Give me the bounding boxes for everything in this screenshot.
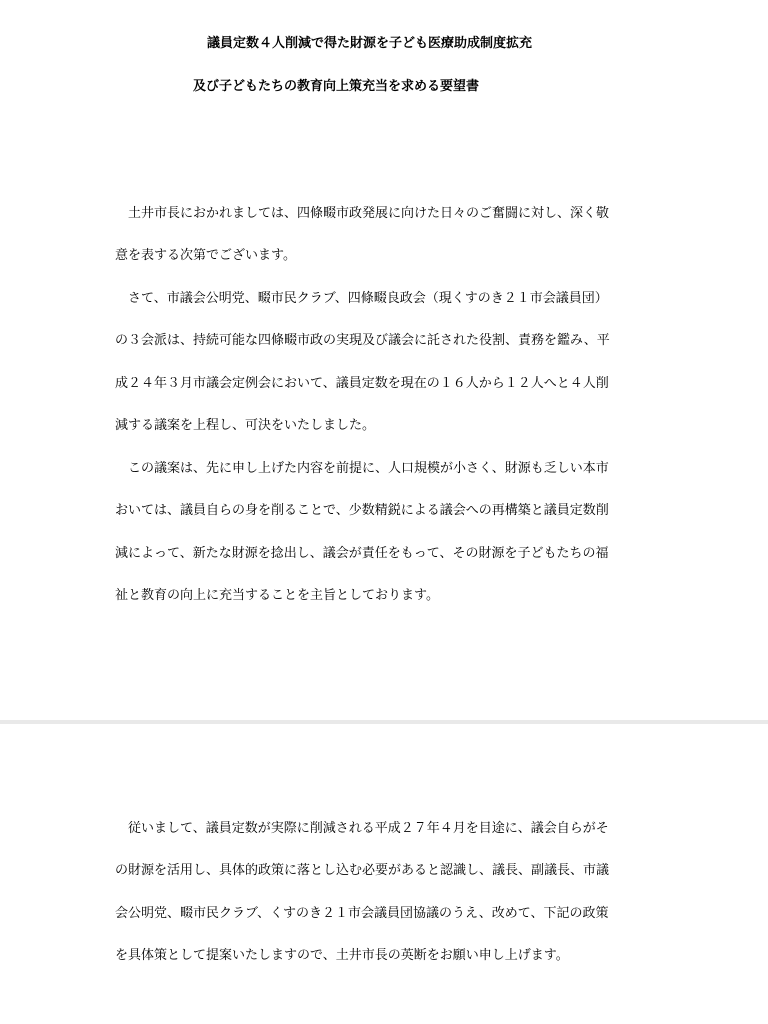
body-text-line: 祉と教育の向上に充当することを主旨としております。	[115, 588, 439, 603]
body-text-line: 成２４年３月市議会定例会において、議員定数を現在の１６人から１２人へと４人削	[115, 376, 609, 391]
body-text-line: さて、市議会公明党、畷市民クラブ、四條畷良政会（現くすのき２１市会議員団）	[115, 291, 608, 306]
body-text-line: 意を表する次第でございます。	[115, 248, 296, 263]
body-text-line: 減する議案を上程し、可決をいたしました。	[115, 418, 376, 433]
body-text-line: を具体策として提案いたしますので、土井市長の英断をお願い申し上げます。	[115, 948, 569, 963]
body-text-line: の３会派は、持続可能な四條畷市政の実現及び議会に託された役割、責務を鑑み、平	[115, 333, 610, 348]
body-text-line: 従いまして、議員定数が実際に削減される平成２７年４月を目途に、議会自らがそ	[115, 821, 609, 836]
body-text-line: 土井市長におかれましては、四條畷市政発展に向けた日々のご奮闘に対し、深く敬	[115, 206, 610, 221]
document-title-line-1: 議員定数４人削減で得た財源を子ども医療助成制度拡充	[207, 36, 533, 51]
body-text-line: この議案は、先に申し上げた内容を前提に、人口規模が小さく、財源も乏しい本市	[115, 461, 609, 476]
document-title-line-2: 及び子どもたちの教育向上策充当を求める要望書	[193, 79, 480, 94]
document-page-2	[0, 724, 768, 1024]
body-text-line: おいては、議員自らの身を削ることで、少数精鋭による議会への再構築と議員定数削	[115, 503, 609, 518]
body-text-line: 会公明党、畷市民クラブ、くすのき２１市会議員団協議のうえ、改めて、下記の政策	[115, 906, 609, 921]
body-text-line: 減によって、新たな財源を捻出し、議会が責任をもって、その財源を子どもたちの福	[115, 546, 609, 561]
body-text-line: の財源を活用し、具体的政策に落とし込む必要があると認識し、議長、副議長、市議	[115, 863, 610, 878]
